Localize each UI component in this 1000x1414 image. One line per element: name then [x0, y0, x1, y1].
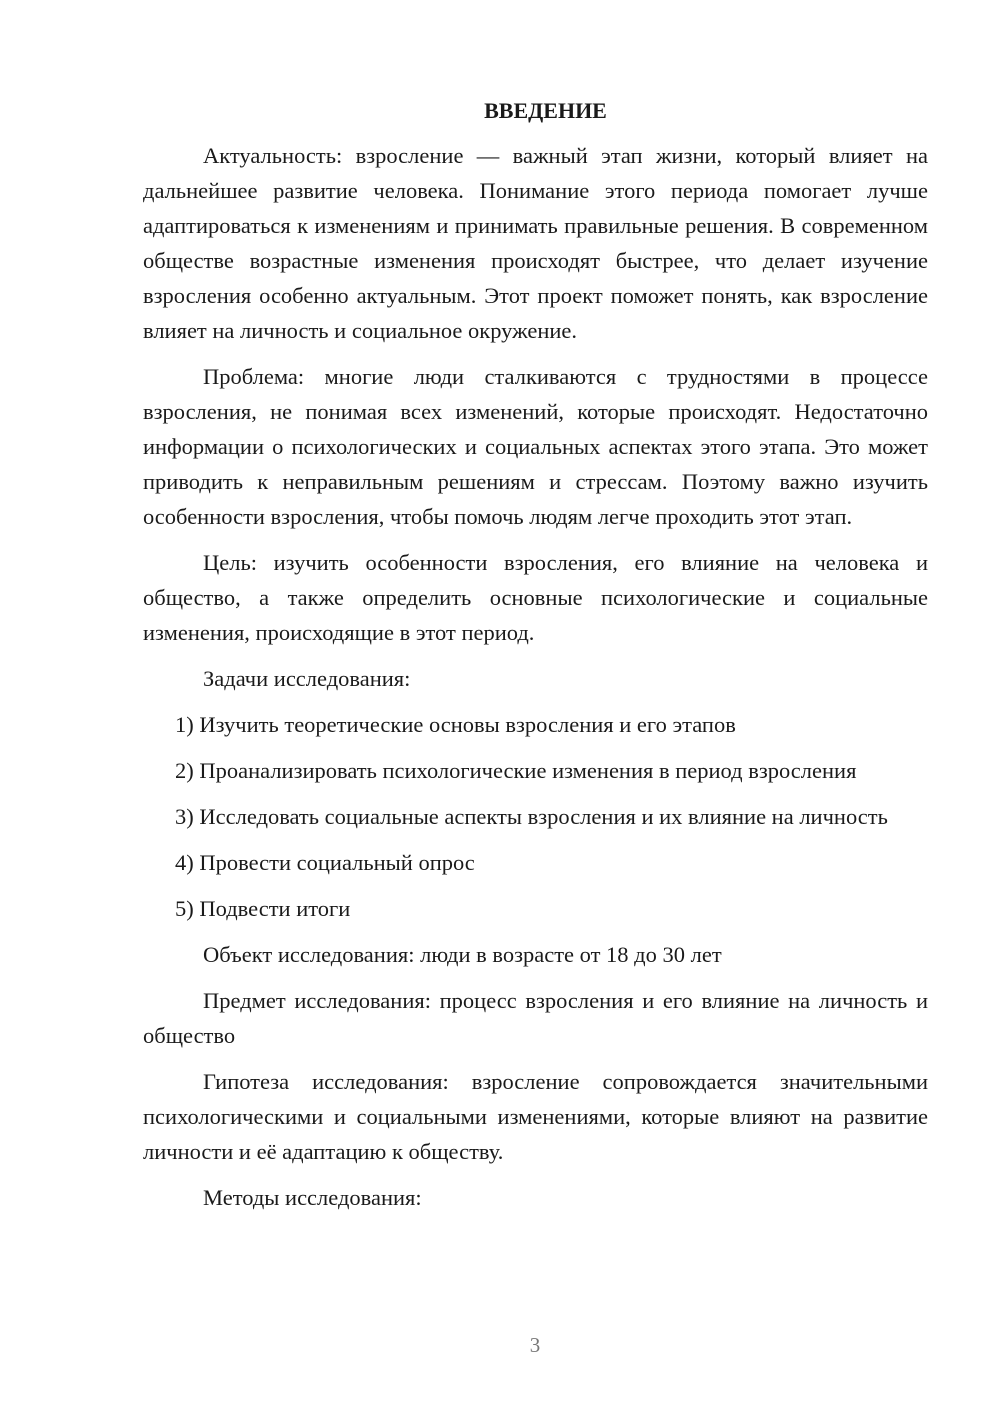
- task-item: 5) Подвести итоги: [175, 896, 351, 921]
- page-number: 3: [529, 1333, 541, 1357]
- tasks-heading: Задачи исследования:: [203, 666, 411, 691]
- hypothesis-paragraph: Гипотеза исследования: взросление сопровождается значительными психологическими и социальными изменениями, которые влияют на развитие личности и её адаптацию к обществу.: [143, 1069, 928, 1164]
- methods-heading: Методы исследования:: [203, 1185, 422, 1210]
- task-item: 1) Изучить теоретические основы взросления и его этапов: [175, 712, 736, 737]
- relevance-paragraph: Актуальность: взросление — важный этап жизни, который влияет на дальнейшее развитие человека. Понимание этого периода помогает лучше адаптироваться к изменениям и принимать правильные решения. В современном обществе возрастные изменения происходят быстрее, что делает изучение взросления особенно актуальным. Этот проект поможет понять, как взросление влияет на личность и социальное окружение.: [143, 143, 928, 343]
- task-item: 2) Проанализировать психологические изменения в период взросления: [175, 758, 857, 783]
- goal-paragraph: Цель: изучить особенности взросления, его влияние на человека и общество, а также определить основные психологические и социальные изменения, происходящие в этот период.: [143, 550, 928, 645]
- task-item: 4) Провести социальный опрос: [175, 850, 475, 875]
- subject-paragraph: Предмет исследования: процесс взросления и его влияние на личность и общество: [143, 988, 928, 1048]
- page-content: [143, 96, 928, 1226]
- problem-paragraph: Проблема: многие люди сталкиваются с трудностями в процессе взросления, не понимая всех изменений, которые происходят. Недостаточно информации о психологических и социальных аспектах этого этапа. Это может приводить к неправильным решениям и стрессам. Поэтому важно изучить особенности взросления, чтобы помочь людям легче проходить этот этап.: [143, 364, 928, 529]
- object-paragraph: Объект исследования: люди в возрасте от 18 до 30 лет: [203, 942, 722, 967]
- page-title: ВВЕДЕНИЕ: [484, 98, 607, 123]
- task-item: 3) Исследовать социальные аспекты взросления и их влияние на личность: [175, 804, 888, 829]
